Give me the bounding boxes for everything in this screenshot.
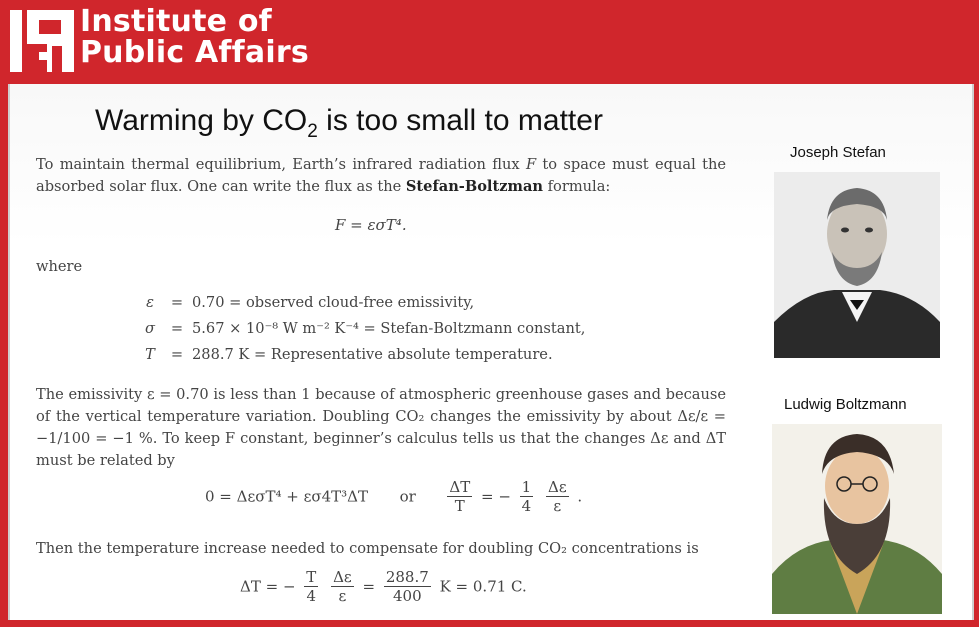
- organization-name: [80, 6, 309, 68]
- fraction-denominator: T: [454, 497, 465, 515]
- slide-title: [95, 104, 603, 143]
- fraction-denominator: ε: [338, 587, 347, 605]
- fraction: [384, 568, 431, 605]
- formula2-left: 0 = ΔεσT⁴ + εσ4T³ΔT: [205, 487, 369, 506]
- fraction-denominator: 400: [393, 587, 422, 605]
- formula2-period: .: [577, 487, 583, 506]
- paragraph-temperature: Then the temperature increase needed to compensate for doubling CO₂ concentrations is: [36, 540, 699, 557]
- frame-left: [0, 84, 8, 627]
- fraction-numerator: ΔT: [449, 478, 471, 496]
- where-label: where: [36, 258, 83, 275]
- def-text: 288.7 K = Representative absolute temperature.: [192, 346, 553, 363]
- fraction: [447, 478, 472, 515]
- paragraph-intro: [36, 154, 726, 198]
- fraction-numerator: 288.7: [385, 568, 429, 586]
- fraction: [331, 568, 354, 605]
- boltzmann-portrait: [772, 424, 942, 614]
- ipa-logo-icon: [10, 10, 74, 72]
- formula3-equals: =: [362, 577, 376, 596]
- fraction-numerator: T: [306, 568, 317, 586]
- portrait-illustration-icon: [772, 424, 942, 614]
- formula3-rhs: K = 0.71 C.: [439, 577, 527, 596]
- fraction-denominator: 4: [521, 497, 532, 515]
- def-symbol: σ: [145, 320, 155, 337]
- boltzmann-caption: Ludwig Boltzmann: [784, 396, 907, 413]
- header-bar: [0, 0, 979, 84]
- definition-row: [138, 346, 553, 363]
- definition-row: [138, 320, 585, 337]
- title-text-pre: Warming by CO: [95, 104, 308, 137]
- para1-text-b: to space must equal the absorbed solar flux. One can write the flux as the: [36, 156, 726, 195]
- fraction-denominator: 4: [306, 587, 317, 605]
- def-text: 5.67 × 10⁻⁸ W m⁻² K⁻⁴ = Stefan-Boltzmann constant,: [192, 320, 586, 337]
- para1-flux-symbol: F: [525, 156, 537, 173]
- def-equals: =: [170, 346, 184, 363]
- para1-bold-term: Stefan-Boltzman: [405, 178, 544, 195]
- paragraph-emissivity: The emissivity ε = 0.70 is less than 1 because of atmospheric greenhouse gases and because of the vertical temperature variation. Doubling CO₂ changes the emissivity by about Δε/ε = −1/100 = −1 %. To keep F constant, beginner’s calculus tells us that the changes Δε and ΔT must be related by: [36, 386, 726, 469]
- para1-text-a: To maintain thermal equilibrium, Earth’s infrared radiation flux: [36, 156, 526, 173]
- fraction-numerator: 1: [521, 478, 532, 496]
- def-symbol: T: [145, 346, 155, 363]
- def-symbol: ε: [146, 294, 154, 311]
- fraction: [304, 568, 318, 605]
- fraction-numerator: Δε: [333, 568, 352, 586]
- formula-stefan-boltzmann: F = εσT⁴.: [335, 216, 407, 234]
- logo-line-2: Public Affairs: [80, 35, 309, 70]
- stefan-caption: Joseph Stefan: [790, 144, 886, 161]
- def-equals: =: [170, 294, 184, 311]
- def-text: 0.70 = observed cloud-free emissivity,: [192, 294, 475, 311]
- frame-bottom: [0, 620, 979, 627]
- formula2-or: or: [399, 487, 416, 506]
- fraction-denominator: ε: [553, 497, 562, 515]
- stefan-portrait: [774, 172, 940, 358]
- fraction: [520, 478, 534, 515]
- formula-derivative: [205, 478, 582, 515]
- logo-line-1: Institute of: [80, 4, 272, 39]
- portrait-engraving-icon: [774, 172, 940, 358]
- formula3-lhs: ΔT = −: [240, 577, 296, 596]
- title-text-post: is too small to matter: [317, 104, 603, 137]
- fraction: [546, 478, 569, 515]
- title-subscript: 2: [307, 121, 318, 142]
- para1-text-c: formula:: [543, 178, 611, 195]
- formula-result: [240, 568, 527, 605]
- fraction-numerator: Δε: [548, 478, 567, 496]
- definition-row: [138, 294, 474, 311]
- formula2-equals: = −: [480, 487, 511, 506]
- def-equals: =: [170, 320, 184, 337]
